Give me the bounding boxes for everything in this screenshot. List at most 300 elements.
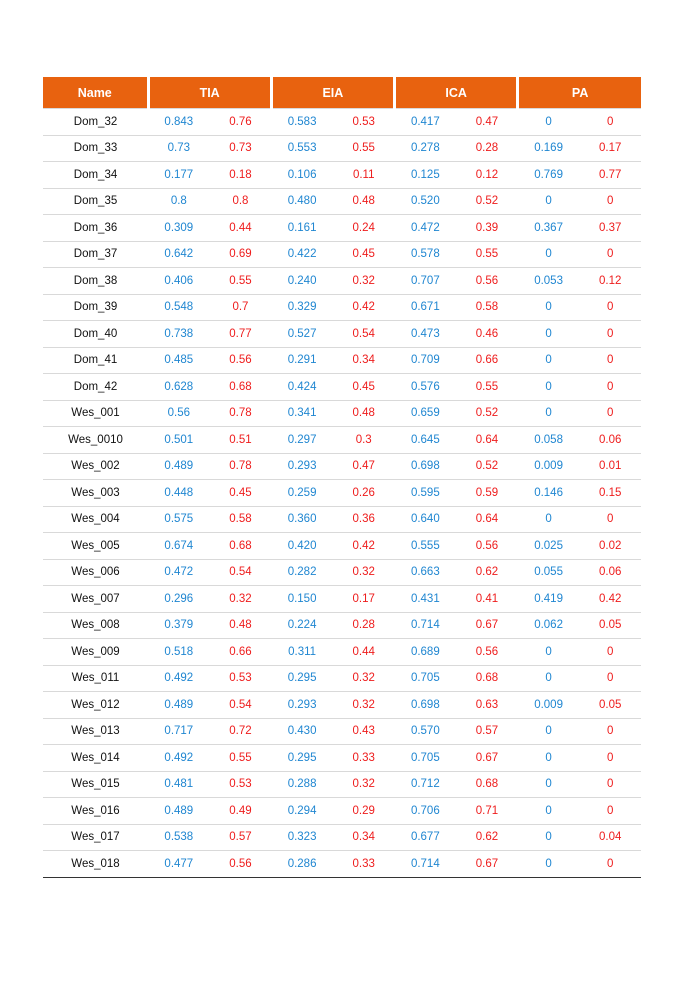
cell-eia-blue: 0.295 <box>271 665 333 692</box>
cell-name: Wes_006 <box>43 559 148 586</box>
cell-ica-blue: 0.417 <box>395 109 457 136</box>
cell-name: Wes_014 <box>43 745 148 772</box>
table-row <box>43 268 641 295</box>
cell-eia-blue: 0.553 <box>271 135 333 162</box>
cell-name: Wes_013 <box>43 718 148 745</box>
cell-ica-blue: 0.677 <box>395 824 457 851</box>
cell-ica-blue: 0.472 <box>395 215 457 242</box>
cell-pa-red: 0 <box>579 771 641 798</box>
cell-pa-blue: 0 <box>518 851 580 878</box>
cell-tia-red: 0.54 <box>210 692 272 719</box>
cell-name: Dom_32 <box>43 109 148 136</box>
cell-ica-blue: 0.714 <box>395 851 457 878</box>
cell-eia-red: 0.32 <box>333 665 395 692</box>
cell-pa-red: 0 <box>579 639 641 666</box>
cell-pa-blue: 0 <box>518 798 580 825</box>
cell-eia-blue: 0.224 <box>271 612 333 639</box>
cell-ica-blue: 0.705 <box>395 665 457 692</box>
cell-ica-blue: 0.125 <box>395 162 457 189</box>
cell-ica-red: 0.55 <box>456 241 518 268</box>
cell-ica-red: 0.57 <box>456 718 518 745</box>
cell-ica-blue: 0.712 <box>395 771 457 798</box>
cell-tia-blue: 0.492 <box>148 745 210 772</box>
cell-eia-red: 0.17 <box>333 586 395 613</box>
table-row <box>43 347 641 374</box>
cell-pa-blue: 0 <box>518 771 580 798</box>
cell-pa-blue: 0.053 <box>518 268 580 295</box>
cell-pa-blue: 0.769 <box>518 162 580 189</box>
cell-eia-blue: 0.240 <box>271 268 333 295</box>
cell-name: Wes_005 <box>43 533 148 560</box>
cell-ica-blue: 0.520 <box>395 188 457 215</box>
cell-name: Wes_018 <box>43 851 148 878</box>
cell-tia-red: 0.56 <box>210 347 272 374</box>
cell-name: Wes_008 <box>43 612 148 639</box>
cell-tia-red: 0.44 <box>210 215 272 242</box>
cell-ica-red: 0.47 <box>456 109 518 136</box>
cell-eia-blue: 0.360 <box>271 506 333 533</box>
cell-eia-blue: 0.294 <box>271 798 333 825</box>
table-row <box>43 851 641 878</box>
cell-tia-red: 0.49 <box>210 798 272 825</box>
cell-pa-red: 0.06 <box>579 559 641 586</box>
table-row <box>43 135 641 162</box>
cell-name: Wes_002 <box>43 453 148 480</box>
cell-name: Wes_017 <box>43 824 148 851</box>
cell-eia-blue: 0.583 <box>271 109 333 136</box>
cell-ica-red: 0.66 <box>456 347 518 374</box>
cell-ica-red: 0.67 <box>456 612 518 639</box>
table-row <box>43 453 641 480</box>
table-row <box>43 824 641 851</box>
cell-name: Wes_001 <box>43 400 148 427</box>
cell-tia-red: 0.77 <box>210 321 272 348</box>
cell-pa-red: 0.77 <box>579 162 641 189</box>
cell-tia-blue: 0.309 <box>148 215 210 242</box>
cell-pa-red: 0 <box>579 109 641 136</box>
cell-tia-blue: 0.489 <box>148 692 210 719</box>
cell-eia-red: 0.33 <box>333 745 395 772</box>
cell-eia-red: 0.54 <box>333 321 395 348</box>
results-table <box>43 77 641 878</box>
cell-eia-red: 0.45 <box>333 241 395 268</box>
cell-name: Dom_33 <box>43 135 148 162</box>
header-row <box>43 77 641 109</box>
cell-pa-red: 0.15 <box>579 480 641 507</box>
cell-ica-red: 0.56 <box>456 639 518 666</box>
cell-tia-blue: 0.56 <box>148 400 210 427</box>
cell-name: Wes_011 <box>43 665 148 692</box>
cell-pa-blue: 0.055 <box>518 559 580 586</box>
cell-tia-red: 0.73 <box>210 135 272 162</box>
cell-pa-blue: 0 <box>518 321 580 348</box>
cell-tia-red: 0.45 <box>210 480 272 507</box>
cell-tia-blue: 0.518 <box>148 639 210 666</box>
cell-pa-red: 0 <box>579 374 641 401</box>
cell-ica-red: 0.63 <box>456 692 518 719</box>
cell-name: Dom_41 <box>43 347 148 374</box>
cell-tia-red: 0.48 <box>210 612 272 639</box>
cell-tia-red: 0.58 <box>210 506 272 533</box>
header-pa: PA <box>518 77 641 109</box>
cell-pa-red: 0.04 <box>579 824 641 851</box>
cell-ica-blue: 0.431 <box>395 586 457 613</box>
cell-eia-red: 0.36 <box>333 506 395 533</box>
cell-pa-red: 0 <box>579 798 641 825</box>
table-row <box>43 745 641 772</box>
cell-ica-red: 0.59 <box>456 480 518 507</box>
cell-ica-red: 0.56 <box>456 533 518 560</box>
cell-tia-red: 0.66 <box>210 639 272 666</box>
cell-tia-red: 0.18 <box>210 162 272 189</box>
cell-name: Wes_007 <box>43 586 148 613</box>
cell-eia-red: 0.43 <box>333 718 395 745</box>
cell-ica-red: 0.52 <box>456 400 518 427</box>
cell-ica-blue: 0.555 <box>395 533 457 560</box>
cell-pa-blue: 0 <box>518 241 580 268</box>
cell-eia-red: 0.32 <box>333 692 395 719</box>
cell-tia-red: 0.53 <box>210 771 272 798</box>
table-row <box>43 665 641 692</box>
cell-ica-blue: 0.595 <box>395 480 457 507</box>
cell-pa-red: 0 <box>579 400 641 427</box>
cell-eia-red: 0.42 <box>333 294 395 321</box>
cell-name: Dom_37 <box>43 241 148 268</box>
cell-eia-red: 0.28 <box>333 612 395 639</box>
cell-pa-blue: 0 <box>518 824 580 851</box>
table-row <box>43 586 641 613</box>
cell-name: Dom_34 <box>43 162 148 189</box>
cell-pa-blue: 0 <box>518 109 580 136</box>
table-header <box>43 77 641 109</box>
header-tia: TIA <box>148 77 271 109</box>
cell-pa-blue: 0.367 <box>518 215 580 242</box>
cell-eia-blue: 0.286 <box>271 851 333 878</box>
cell-ica-blue: 0.663 <box>395 559 457 586</box>
table-row <box>43 241 641 268</box>
cell-tia-red: 0.69 <box>210 241 272 268</box>
cell-eia-blue: 0.150 <box>271 586 333 613</box>
cell-ica-red: 0.28 <box>456 135 518 162</box>
cell-name: Wes_004 <box>43 506 148 533</box>
cell-tia-red: 0.78 <box>210 453 272 480</box>
cell-ica-red: 0.68 <box>456 665 518 692</box>
cell-eia-red: 0.29 <box>333 798 395 825</box>
cell-ica-blue: 0.659 <box>395 400 457 427</box>
cell-pa-red: 0.06 <box>579 427 641 454</box>
cell-pa-blue: 0 <box>518 374 580 401</box>
cell-eia-red: 0.24 <box>333 215 395 242</box>
header-name: Name <box>43 77 148 109</box>
cell-tia-red: 0.76 <box>210 109 272 136</box>
cell-tia-blue: 0.575 <box>148 506 210 533</box>
cell-name: Dom_42 <box>43 374 148 401</box>
cell-pa-red: 0.05 <box>579 692 641 719</box>
cell-ica-blue: 0.714 <box>395 612 457 639</box>
cell-name: Dom_36 <box>43 215 148 242</box>
cell-eia-red: 0.44 <box>333 639 395 666</box>
cell-eia-blue: 0.259 <box>271 480 333 507</box>
cell-ica-red: 0.62 <box>456 824 518 851</box>
cell-eia-red: 0.47 <box>333 453 395 480</box>
cell-pa-blue: 0 <box>518 745 580 772</box>
cell-ica-blue: 0.689 <box>395 639 457 666</box>
cell-eia-blue: 0.527 <box>271 321 333 348</box>
cell-tia-blue: 0.448 <box>148 480 210 507</box>
results-table-container <box>43 77 641 878</box>
cell-eia-red: 0.48 <box>333 400 395 427</box>
table-row <box>43 771 641 798</box>
cell-pa-red: 0.17 <box>579 135 641 162</box>
cell-eia-red: 0.32 <box>333 268 395 295</box>
table-row <box>43 294 641 321</box>
cell-pa-blue: 0.146 <box>518 480 580 507</box>
table-row <box>43 692 641 719</box>
cell-ica-red: 0.62 <box>456 559 518 586</box>
cell-pa-red: 0 <box>579 718 641 745</box>
cell-ica-blue: 0.473 <box>395 321 457 348</box>
cell-eia-blue: 0.106 <box>271 162 333 189</box>
table-row <box>43 612 641 639</box>
cell-eia-red: 0.42 <box>333 533 395 560</box>
cell-ica-blue: 0.707 <box>395 268 457 295</box>
cell-eia-red: 0.11 <box>333 162 395 189</box>
cell-eia-red: 0.34 <box>333 824 395 851</box>
cell-ica-blue: 0.645 <box>395 427 457 454</box>
table-row <box>43 400 641 427</box>
cell-tia-blue: 0.485 <box>148 347 210 374</box>
cell-name: Wes_016 <box>43 798 148 825</box>
table-row <box>43 559 641 586</box>
cell-eia-red: 0.3 <box>333 427 395 454</box>
cell-eia-blue: 0.420 <box>271 533 333 560</box>
cell-eia-red: 0.45 <box>333 374 395 401</box>
cell-pa-red: 0 <box>579 321 641 348</box>
cell-tia-blue: 0.738 <box>148 321 210 348</box>
cell-ica-blue: 0.578 <box>395 241 457 268</box>
cell-pa-blue: 0.058 <box>518 427 580 454</box>
table-row <box>43 798 641 825</box>
cell-tia-blue: 0.296 <box>148 586 210 613</box>
table-row <box>43 533 641 560</box>
cell-ica-blue: 0.705 <box>395 745 457 772</box>
cell-pa-blue: 0 <box>518 506 580 533</box>
cell-tia-blue: 0.406 <box>148 268 210 295</box>
cell-ica-blue: 0.278 <box>395 135 457 162</box>
cell-ica-red: 0.68 <box>456 771 518 798</box>
cell-pa-blue: 0 <box>518 294 580 321</box>
cell-eia-red: 0.32 <box>333 559 395 586</box>
cell-tia-blue: 0.489 <box>148 453 210 480</box>
table-row <box>43 162 641 189</box>
cell-pa-blue: 0 <box>518 639 580 666</box>
cell-pa-red: 0.42 <box>579 586 641 613</box>
cell-ica-red: 0.39 <box>456 215 518 242</box>
cell-name: Wes_0010 <box>43 427 148 454</box>
cell-tia-red: 0.78 <box>210 400 272 427</box>
cell-ica-blue: 0.671 <box>395 294 457 321</box>
header-ica: ICA <box>395 77 518 109</box>
cell-eia-blue: 0.424 <box>271 374 333 401</box>
cell-eia-red: 0.32 <box>333 771 395 798</box>
cell-pa-blue: 0.009 <box>518 453 580 480</box>
cell-tia-red: 0.54 <box>210 559 272 586</box>
cell-tia-red: 0.32 <box>210 586 272 613</box>
cell-name: Dom_38 <box>43 268 148 295</box>
cell-eia-blue: 0.329 <box>271 294 333 321</box>
table-row <box>43 109 641 136</box>
cell-eia-red: 0.53 <box>333 109 395 136</box>
table-row <box>43 480 641 507</box>
cell-pa-blue: 0 <box>518 188 580 215</box>
cell-ica-blue: 0.570 <box>395 718 457 745</box>
cell-tia-red: 0.51 <box>210 427 272 454</box>
cell-pa-red: 0 <box>579 745 641 772</box>
cell-pa-red: 0 <box>579 347 641 374</box>
cell-pa-blue: 0.062 <box>518 612 580 639</box>
cell-pa-red: 0 <box>579 294 641 321</box>
cell-ica-red: 0.46 <box>456 321 518 348</box>
cell-eia-red: 0.26 <box>333 480 395 507</box>
cell-name: Dom_35 <box>43 188 148 215</box>
cell-eia-blue: 0.430 <box>271 718 333 745</box>
cell-eia-blue: 0.311 <box>271 639 333 666</box>
cell-tia-blue: 0.843 <box>148 109 210 136</box>
cell-tia-blue: 0.628 <box>148 374 210 401</box>
cell-ica-blue: 0.698 <box>395 453 457 480</box>
table-row <box>43 321 641 348</box>
table-row <box>43 215 641 242</box>
cell-tia-red: 0.68 <box>210 533 272 560</box>
cell-eia-blue: 0.480 <box>271 188 333 215</box>
cell-tia-blue: 0.548 <box>148 294 210 321</box>
cell-pa-blue: 0.169 <box>518 135 580 162</box>
cell-pa-blue: 0.419 <box>518 586 580 613</box>
cell-ica-red: 0.71 <box>456 798 518 825</box>
cell-pa-red: 0.37 <box>579 215 641 242</box>
table-row <box>43 718 641 745</box>
cell-eia-blue: 0.293 <box>271 453 333 480</box>
cell-pa-red: 0.05 <box>579 612 641 639</box>
cell-tia-red: 0.56 <box>210 851 272 878</box>
cell-tia-red: 0.55 <box>210 268 272 295</box>
cell-eia-blue: 0.293 <box>271 692 333 719</box>
cell-ica-red: 0.55 <box>456 374 518 401</box>
cell-ica-red: 0.52 <box>456 453 518 480</box>
cell-tia-blue: 0.492 <box>148 665 210 692</box>
cell-ica-red: 0.41 <box>456 586 518 613</box>
cell-ica-red: 0.67 <box>456 851 518 878</box>
cell-pa-blue: 0 <box>518 347 580 374</box>
cell-tia-blue: 0.472 <box>148 559 210 586</box>
header-eia: EIA <box>271 77 394 109</box>
cell-eia-red: 0.55 <box>333 135 395 162</box>
cell-ica-red: 0.64 <box>456 506 518 533</box>
cell-ica-red: 0.12 <box>456 162 518 189</box>
cell-tia-blue: 0.501 <box>148 427 210 454</box>
cell-eia-blue: 0.422 <box>271 241 333 268</box>
cell-name: Dom_40 <box>43 321 148 348</box>
cell-ica-red: 0.56 <box>456 268 518 295</box>
cell-eia-blue: 0.295 <box>271 745 333 772</box>
cell-eia-blue: 0.323 <box>271 824 333 851</box>
cell-pa-blue: 0.009 <box>518 692 580 719</box>
table-row <box>43 188 641 215</box>
cell-pa-red: 0.01 <box>579 453 641 480</box>
cell-tia-red: 0.68 <box>210 374 272 401</box>
cell-tia-blue: 0.8 <box>148 188 210 215</box>
cell-tia-blue: 0.489 <box>148 798 210 825</box>
cell-name: Wes_012 <box>43 692 148 719</box>
cell-ica-red: 0.67 <box>456 745 518 772</box>
cell-eia-blue: 0.341 <box>271 400 333 427</box>
cell-tia-red: 0.57 <box>210 824 272 851</box>
cell-ica-red: 0.52 <box>456 188 518 215</box>
cell-eia-red: 0.48 <box>333 188 395 215</box>
cell-name: Dom_39 <box>43 294 148 321</box>
cell-pa-red: 0 <box>579 188 641 215</box>
cell-ica-red: 0.64 <box>456 427 518 454</box>
cell-eia-red: 0.34 <box>333 347 395 374</box>
cell-tia-blue: 0.379 <box>148 612 210 639</box>
cell-eia-blue: 0.288 <box>271 771 333 798</box>
cell-tia-red: 0.7 <box>210 294 272 321</box>
cell-tia-blue: 0.642 <box>148 241 210 268</box>
cell-tia-red: 0.53 <box>210 665 272 692</box>
cell-ica-red: 0.58 <box>456 294 518 321</box>
cell-pa-blue: 0.025 <box>518 533 580 560</box>
cell-eia-blue: 0.161 <box>271 215 333 242</box>
cell-tia-blue: 0.477 <box>148 851 210 878</box>
table-body <box>43 109 641 878</box>
cell-pa-red: 0 <box>579 851 641 878</box>
cell-eia-blue: 0.291 <box>271 347 333 374</box>
cell-pa-red: 0.12 <box>579 268 641 295</box>
cell-tia-red: 0.55 <box>210 745 272 772</box>
cell-pa-blue: 0 <box>518 665 580 692</box>
cell-eia-blue: 0.282 <box>271 559 333 586</box>
cell-ica-blue: 0.698 <box>395 692 457 719</box>
cell-pa-blue: 0 <box>518 718 580 745</box>
cell-ica-blue: 0.706 <box>395 798 457 825</box>
cell-tia-blue: 0.717 <box>148 718 210 745</box>
cell-name: Wes_015 <box>43 771 148 798</box>
cell-pa-red: 0.02 <box>579 533 641 560</box>
cell-tia-blue: 0.177 <box>148 162 210 189</box>
cell-pa-red: 0 <box>579 241 641 268</box>
cell-eia-blue: 0.297 <box>271 427 333 454</box>
cell-ica-blue: 0.576 <box>395 374 457 401</box>
cell-pa-blue: 0 <box>518 400 580 427</box>
cell-eia-red: 0.33 <box>333 851 395 878</box>
table-row <box>43 427 641 454</box>
cell-tia-red: 0.8 <box>210 188 272 215</box>
cell-tia-blue: 0.674 <box>148 533 210 560</box>
cell-tia-blue: 0.73 <box>148 135 210 162</box>
cell-tia-blue: 0.538 <box>148 824 210 851</box>
cell-ica-blue: 0.709 <box>395 347 457 374</box>
cell-pa-red: 0 <box>579 665 641 692</box>
table-row <box>43 639 641 666</box>
cell-pa-red: 0 <box>579 506 641 533</box>
table-row <box>43 374 641 401</box>
cell-tia-red: 0.72 <box>210 718 272 745</box>
cell-name: Wes_009 <box>43 639 148 666</box>
cell-tia-blue: 0.481 <box>148 771 210 798</box>
cell-ica-blue: 0.640 <box>395 506 457 533</box>
cell-name: Wes_003 <box>43 480 148 507</box>
table-row <box>43 506 641 533</box>
